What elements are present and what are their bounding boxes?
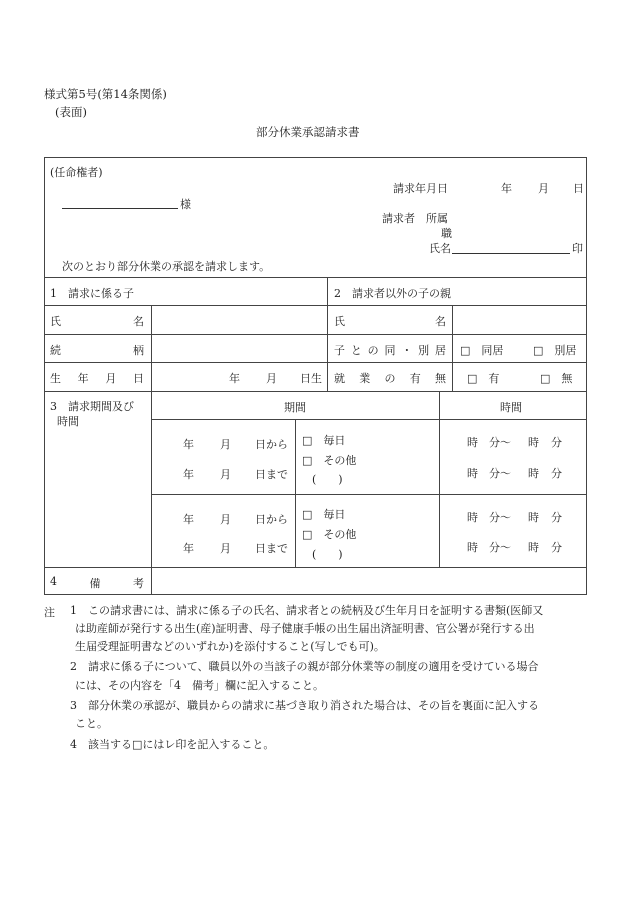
cohabitation-label: 子 と の 同 ・ 別 居 [334, 344, 446, 357]
requester-affiliation-label: 請求者 所属 [382, 212, 448, 225]
divider [151, 419, 587, 420]
separate-checkbox[interactable]: □ 別居 [533, 344, 577, 357]
note4-number: 4 [70, 738, 77, 751]
section3-label-line2: 時間 [57, 415, 79, 428]
period1-other-paren: ( ) [312, 473, 343, 486]
period1-time2-min: 分～ [489, 467, 511, 480]
authority-label: (任命権者) [50, 166, 103, 179]
request-date-year: 年 [501, 182, 512, 195]
period-header: 期間 [284, 401, 306, 414]
request-statement: 次のとおり部分休業の承認を請求します。 [62, 260, 271, 273]
period1-time2-min2: 分 [551, 467, 562, 480]
period1-from-year: 年 [183, 438, 194, 451]
divider [44, 391, 587, 392]
period2-to-month: 月 [220, 542, 231, 555]
period1-time2-hour2: 時 [528, 467, 539, 480]
period1-to-day: 日まで [255, 468, 288, 481]
divider [44, 567, 587, 568]
child-birthdate-label: 生 年 月 日 [50, 372, 144, 385]
time-header: 時間 [500, 401, 522, 414]
period1-time1-hour2: 時 [528, 436, 539, 449]
period2-time2-hour2: 時 [528, 541, 539, 554]
birth-month: 月 [266, 372, 277, 385]
remarks-label: 4 備 考 [50, 575, 144, 590]
period1-from-month: 月 [220, 438, 231, 451]
period2-other-checkbox[interactable]: □ その他 [302, 528, 357, 541]
note1-line1: この請求書には、請求に係る子の氏名、請求者との続柄及び生年月日を証明する書類(医師又 [88, 604, 544, 617]
period2-time2-min: 分～ [489, 541, 511, 554]
period2-from-year: 年 [183, 513, 194, 526]
notes-prefix: 注 [44, 606, 55, 619]
addressee-sama: 様 [180, 198, 191, 211]
period1-time1-min2: 分 [551, 436, 562, 449]
note3-line2: こと。 [75, 717, 108, 730]
note1-line2: は助産師が発行する出生(産)証明書、母子健康手帳の出生届出済証明書、官公署が発行する出 [75, 622, 535, 635]
name-label: 氏名 [429, 242, 451, 255]
note1-line3: 生届受理証明書などのいずれか)を添付すること(写しでも可)。 [75, 640, 385, 653]
form-number: 様式第5号(第14条関係) [44, 87, 167, 101]
child-name-label: 氏 名 [50, 315, 144, 328]
birth-year: 年 [229, 372, 240, 385]
other-parent-name-label: 氏 名 [334, 315, 446, 328]
divider [151, 305, 152, 595]
period2-time1-min: 分～ [489, 511, 511, 524]
note2-line1: 請求に係る子について、職員以外の当該子の親が部分休業等の制度の適用を受けている場合 [88, 660, 539, 673]
birth-day: 日生 [300, 372, 322, 385]
period1-to-month: 月 [220, 468, 231, 481]
period1-other-checkbox[interactable]: □ その他 [302, 454, 357, 467]
section3-label: 3 請求期間及び [50, 400, 134, 413]
divider [295, 419, 296, 567]
period2-to-day: 日まで [255, 542, 288, 555]
period1-from-day: 日から [255, 438, 288, 451]
note3-line1: 部分休業の承認が、職員からの請求に基づき取り消された場合は、その旨を裏面に記入する [88, 699, 539, 712]
divider [44, 305, 587, 306]
period1-to-year: 年 [183, 468, 194, 481]
period1-time2-hour: 時 [467, 467, 478, 480]
employment-label: 就 業 の 有 無 [334, 372, 446, 385]
divider [44, 362, 587, 363]
request-date-month: 月 [538, 182, 549, 195]
divider [44, 277, 587, 278]
period2-time2-hour: 時 [467, 541, 478, 554]
section1-header: 1 請求に係る子 [50, 287, 134, 300]
note4-line1: 該当する□にはレ印を記入すること。 [88, 738, 275, 751]
cohabit-checkbox[interactable]: □ 同居 [460, 344, 504, 357]
period2-other-paren: ( ) [312, 548, 343, 561]
note3-number: 3 [70, 699, 77, 712]
form-side-label: (表面) [55, 105, 87, 119]
period2-from-month: 月 [220, 513, 231, 526]
period2-time1-hour: 時 [467, 511, 478, 524]
form-title: 部分休業承認請求書 [256, 125, 360, 139]
period2-time1-hour2: 時 [528, 511, 539, 524]
position-label: 職 [441, 227, 452, 240]
divider [44, 334, 587, 335]
divider [439, 391, 440, 567]
period2-from-day: 日から [255, 513, 288, 526]
addressee-underline [62, 208, 178, 209]
request-date-label: 請求年月日 [393, 182, 448, 195]
employed-yes-checkbox[interactable]: □ 有 [467, 372, 500, 385]
section2-header: 2 請求者以外の子の親 [334, 287, 451, 300]
child-relation-label: 続 柄 [50, 344, 144, 357]
period2-time2-min2: 分 [551, 541, 562, 554]
employed-no-checkbox[interactable]: □ 無 [540, 372, 573, 385]
request-date-day: 日 [573, 182, 584, 195]
period1-daily-checkbox[interactable]: □ 毎日 [302, 434, 346, 447]
period2-daily-checkbox[interactable]: □ 毎日 [302, 508, 346, 521]
divider [452, 305, 453, 391]
note2-number: 2 [70, 660, 77, 673]
divider [327, 277, 328, 391]
note2-line2: には、その内容を「4 備考」欄に記入すること。 [75, 679, 324, 692]
period2-time1-min2: 分 [551, 511, 562, 524]
seal-mark: 印 [572, 242, 583, 255]
period2-to-year: 年 [183, 542, 194, 555]
divider [151, 494, 587, 495]
note1-number: 1 [70, 604, 77, 617]
period1-time1-hour: 時 [467, 436, 478, 449]
name-underline [452, 253, 570, 254]
period1-time1-min: 分～ [489, 436, 511, 449]
